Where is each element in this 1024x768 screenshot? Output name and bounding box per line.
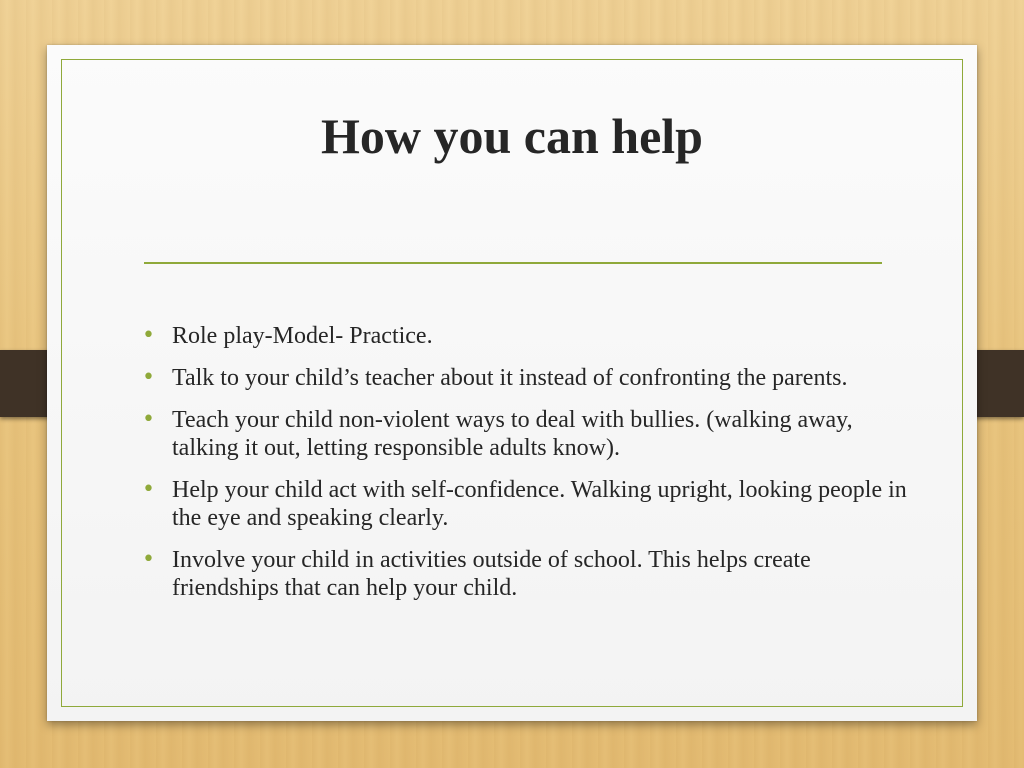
bullet-text: Help your child act with self-confidence. Walking upright, looking people in the eye and speaking clearly. [172, 477, 907, 531]
title-divider [144, 262, 882, 264]
bullet-icon: • [142, 547, 155, 572]
bullet-text: Teach your child non-violent ways to deal with bullies. (walking away, talking it out, letting responsible adults know). [172, 407, 853, 461]
bullet-text: Involve your child in activities outside of school. This helps create friendships that can help your child. [172, 547, 811, 601]
bullet-item [142, 476, 912, 532]
bullet-text: Role play-Model- Practice. [172, 323, 433, 349]
bullet-icon: • [142, 477, 155, 502]
bullet-item [142, 546, 912, 602]
bullet-item [142, 364, 912, 392]
slide-title: How you can help [320, 108, 703, 164]
bullet-icon: • [142, 323, 155, 348]
bullet-icon: • [142, 407, 155, 432]
bullet-item [142, 406, 912, 462]
bullet-item [142, 322, 912, 350]
slide-card [47, 45, 977, 721]
bullet-icon: • [142, 365, 155, 390]
bullet-list [142, 322, 912, 616]
bullet-text: Talk to your child’s teacher about it instead of confronting the parents. [172, 365, 848, 391]
